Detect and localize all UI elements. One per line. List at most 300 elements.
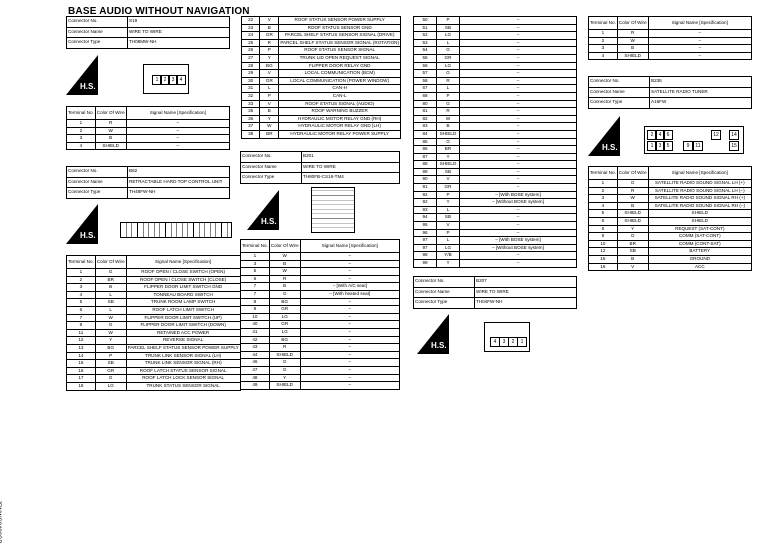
- signal-name: –: [460, 70, 577, 78]
- wire-color: R: [437, 77, 460, 85]
- terminal-no: 32: [242, 92, 260, 100]
- info-label: Connector Type: [589, 98, 650, 109]
- b62-info-table: [66, 166, 230, 199]
- table-row: [241, 253, 400, 261]
- terminal-no: 4: [67, 291, 96, 299]
- terminal-no: 55: [414, 54, 437, 62]
- b207-info-table: [413, 276, 577, 309]
- table-row: [241, 275, 400, 283]
- signal-name: TRUNK LID OPEN REQUEST SIGNAL: [279, 54, 401, 62]
- terminal-no: 7: [67, 314, 96, 322]
- column-header: Signal Name [Specification]: [648, 17, 751, 30]
- column-header: Color Of Wire: [617, 17, 648, 30]
- terminal-no: 2: [589, 187, 618, 195]
- terminal-no: 4: [589, 202, 618, 210]
- signal-name: LOCAL COMMUNICATION (BCM): [279, 70, 401, 78]
- signal-name: SATELLITE RADIO SOUND SIGNAL LH (+): [648, 180, 751, 188]
- wire-color: BR: [95, 276, 126, 284]
- wire-color: Y: [260, 115, 279, 123]
- table-row: [241, 351, 400, 359]
- table-row: [242, 77, 401, 85]
- table-row: [589, 225, 752, 233]
- terminal-no: 82: [414, 115, 437, 123]
- connector-pin: 15: [729, 141, 739, 151]
- connector-pin: 3: [499, 337, 509, 347]
- table-row: [242, 85, 401, 93]
- wire-color: Y: [617, 225, 648, 233]
- table-row: [414, 184, 577, 192]
- signal-name: –: [460, 161, 577, 169]
- terminal-no: 88: [414, 161, 437, 169]
- info-label: Connector No.: [241, 152, 302, 163]
- terminal-no: 56: [414, 62, 437, 70]
- table-row: [67, 120, 230, 128]
- wire-color: SB: [95, 299, 126, 307]
- signal-name: –: [460, 54, 577, 62]
- wire-color: G: [95, 322, 126, 330]
- signal-name: –: [300, 374, 399, 382]
- wire-color: LG: [437, 244, 460, 252]
- signal-name: –: [460, 24, 577, 32]
- signal-name: – [With heated seat]: [300, 290, 399, 298]
- terminal-no: 5: [67, 299, 96, 307]
- table-row: [67, 352, 241, 360]
- wire-color: Y: [260, 54, 279, 62]
- signal-name: SATELLITE RADIO SOUND SIGNAL RH (–): [648, 202, 751, 210]
- info-value: WIRE TO WIRE: [302, 162, 400, 173]
- connector-pin: 4: [655, 130, 665, 140]
- terminal-no: 2: [589, 37, 618, 45]
- terminal-no: 4: [67, 142, 96, 150]
- s19-connector-face: [143, 64, 189, 94]
- hs-symbol-icon: [66, 204, 98, 244]
- signal-name: REQUEST (SAT-CONT): [648, 225, 751, 233]
- signal-name: PARCEL SHELF STATUS SENSOR SIGNAL (DRIVE): [279, 32, 401, 40]
- signal-name: –: [126, 142, 229, 150]
- terminal-no: 92: [414, 191, 437, 199]
- signal-name: – [With BOSE system]: [460, 191, 577, 199]
- wire-color: SHIELD: [269, 382, 300, 390]
- connector-pin: 2: [160, 75, 170, 85]
- wire-color: SHIELD: [617, 210, 648, 218]
- table-row: [242, 123, 401, 131]
- signal-name: –: [460, 77, 577, 85]
- wire-color: L: [437, 237, 460, 245]
- table-row: [414, 130, 577, 138]
- wire-color: B: [437, 123, 460, 131]
- terminal-no: 95: [414, 222, 437, 230]
- wire-color: W: [260, 123, 279, 131]
- info-label: Connector Name: [589, 87, 650, 98]
- info-label: Connector Name: [67, 27, 128, 38]
- column-header: Terminal No.: [67, 256, 96, 269]
- terminal-no: 31: [242, 85, 260, 93]
- terminal-no: 87: [414, 153, 437, 161]
- signal-name: –: [460, 130, 577, 138]
- terminal-no: 4: [589, 52, 618, 60]
- table-row: [414, 176, 577, 184]
- svg-text:H.S.: H.S.: [80, 82, 96, 91]
- terminal-no: 67: [414, 85, 437, 93]
- table-row: [414, 24, 577, 32]
- terminal-no: 96: [414, 229, 437, 237]
- signal-name: –: [460, 176, 577, 184]
- table-row: [67, 337, 241, 345]
- wire-color: V: [260, 17, 279, 25]
- signal-name: FLIPPER DOOR LIMIT SWITCH GND: [126, 284, 240, 292]
- table-row: [242, 32, 401, 40]
- info-label: Connector Type: [67, 188, 128, 199]
- wire-color: Y/B: [437, 252, 460, 260]
- signal-name: PARCEL SHELF STATUS SENSOR SIGNAL (ROTATION): [279, 39, 401, 47]
- wire-color: Y: [437, 153, 460, 161]
- column-header: Color Of Wire: [269, 240, 300, 253]
- terminal-no: 35: [242, 108, 260, 116]
- info-value: WIRE TO WIRE: [475, 287, 577, 298]
- info-label: Connector Name: [414, 287, 475, 298]
- signal-name: –: [460, 229, 577, 237]
- wire-color: W: [617, 37, 648, 45]
- table-row: [414, 70, 577, 78]
- signal-name: –: [300, 359, 399, 367]
- signal-name: – [Without BOSE system]: [460, 199, 577, 207]
- terminal-no: 8: [241, 298, 270, 306]
- connector-pin: 4: [490, 337, 500, 347]
- wire-color: BG: [95, 344, 126, 352]
- terminal-no: 91: [414, 184, 437, 192]
- table-row: [414, 92, 577, 100]
- signal-name: TRUNK LINK SENSOR SIGNAL (RH): [126, 360, 240, 368]
- connector-pin: 3: [655, 141, 665, 151]
- signal-name: –: [126, 135, 229, 143]
- terminal-no: 16: [67, 367, 96, 375]
- signal-name: FLIPPER DOOR RELAY GND: [279, 62, 401, 70]
- info-value: B62: [128, 167, 230, 178]
- table-row: [242, 130, 401, 138]
- table-row: [67, 360, 241, 368]
- hs-symbol-icon: [417, 314, 449, 354]
- terminal-no: 57: [414, 70, 437, 78]
- table-row: [67, 382, 241, 390]
- signal-name: –: [460, 222, 577, 230]
- terminal-no: 33: [242, 100, 260, 108]
- wire-color: L: [437, 85, 460, 93]
- signal-name: –: [648, 37, 751, 45]
- wire-color: G: [617, 180, 648, 188]
- terminal-no: 83: [414, 123, 437, 131]
- terminal-no: 99: [414, 260, 437, 268]
- info-value: WIRE TO WIRE: [128, 27, 230, 38]
- info-value: S19: [128, 17, 230, 28]
- table-row: [67, 367, 241, 375]
- wire-color: R: [269, 275, 300, 283]
- wire-color: P: [260, 92, 279, 100]
- wire-color: Y: [437, 199, 460, 207]
- table-row: [242, 92, 401, 100]
- wire-color: R: [269, 344, 300, 352]
- terminal-no: 84: [414, 130, 437, 138]
- wire-color: B: [95, 284, 126, 292]
- signal-name: ROOF OPEN / CLOSE SWITCH (OPEN): [126, 269, 240, 277]
- table-row: [67, 329, 241, 337]
- terminal-no: 93: [414, 206, 437, 214]
- wire-color: P: [95, 352, 126, 360]
- signal-name: –: [648, 52, 751, 60]
- terminal-no: 58: [414, 77, 437, 85]
- table-row: [589, 180, 752, 188]
- b236-connector-face: [644, 126, 744, 154]
- terminal-no: 3: [241, 260, 270, 268]
- signal-name: –: [460, 168, 577, 176]
- b201-pin-table-continued: [413, 16, 577, 268]
- connector-pin: 1: [647, 141, 657, 151]
- column-header: Terminal No.: [67, 107, 96, 120]
- terminal-no: 29: [242, 70, 260, 78]
- table-row: [414, 153, 577, 161]
- terminal-no: 24: [242, 32, 260, 40]
- terminal-no: 2: [67, 276, 96, 284]
- signal-name: PARCEL SHELF STATUS SENSOR POWER SUPPLY: [126, 344, 240, 352]
- terminal-no: 3: [67, 284, 96, 292]
- terminal-no: 23: [242, 24, 260, 32]
- signal-name: TONNEAU BOARD SWITCH: [126, 291, 240, 299]
- info-label: Connector Type: [67, 38, 128, 49]
- b62-pin-table: [66, 255, 241, 391]
- wire-color: GR: [260, 77, 279, 85]
- terminal-no: 81: [414, 108, 437, 116]
- column-header: Terminal No.: [589, 17, 618, 30]
- wire-color: GR: [95, 367, 126, 375]
- wire-color: P: [437, 92, 460, 100]
- wire-color: GR: [260, 32, 279, 40]
- table-row: [589, 217, 752, 225]
- table-row: [67, 314, 241, 322]
- connector-pin: 14: [729, 130, 739, 140]
- wire-color: LG: [95, 382, 126, 390]
- terminal-no: 8: [589, 225, 618, 233]
- wire-color: G: [437, 47, 460, 55]
- b207-connector-face: [484, 322, 530, 352]
- signal-name: REVERSE SIGNAL: [126, 337, 240, 345]
- table-row: [589, 255, 752, 263]
- signal-name: –: [460, 32, 577, 40]
- wire-color: LG: [269, 328, 300, 336]
- table-row: [241, 366, 400, 374]
- info-value: TH08MW-NH: [128, 38, 230, 49]
- column-header: Signal Name [Specification]: [648, 167, 751, 180]
- wire-color: SHIELD: [437, 130, 460, 138]
- info-label: Connector No.: [414, 277, 475, 288]
- signal-name: –: [460, 85, 577, 93]
- table-row: [589, 202, 752, 210]
- info-label: Connector No.: [589, 77, 650, 88]
- wire-color: W: [617, 195, 648, 203]
- signal-name: –: [460, 123, 577, 131]
- terminal-no: 9: [589, 233, 618, 241]
- table-row: [414, 115, 577, 123]
- column-header: Color Of Wire: [95, 107, 126, 120]
- wire-color: SHIELD: [617, 217, 648, 225]
- wire-color: LG: [437, 32, 460, 40]
- wire-color: W: [95, 314, 126, 322]
- wire-color: W: [437, 115, 460, 123]
- s19-info-table: [66, 16, 230, 49]
- terminal-no: 18: [67, 382, 96, 390]
- wire-color: G: [95, 375, 126, 383]
- signal-name: ACC: [648, 263, 751, 271]
- terminal-no: 10: [241, 313, 270, 321]
- terminal-no: 1: [67, 269, 96, 277]
- terminal-no: 90: [414, 176, 437, 184]
- connector-pin: 9: [683, 141, 693, 151]
- signal-name: –: [648, 45, 751, 53]
- info-value: TH80FB-CS16-TM4: [302, 173, 400, 184]
- signal-name: ROOF LATCH LIMIT SWITCH: [126, 306, 240, 314]
- terminal-no: 9: [241, 306, 270, 314]
- hs-symbol-icon: [66, 55, 98, 95]
- signal-name: ROOF WARNING BUZZER: [279, 108, 401, 116]
- wire-color: B: [617, 45, 648, 53]
- wire-color: V: [437, 222, 460, 230]
- table-row: [414, 32, 577, 40]
- wire-color: G: [269, 359, 300, 367]
- table-row: [589, 240, 752, 248]
- terminal-no: 40: [241, 321, 270, 329]
- info-value: B236: [650, 77, 752, 88]
- connector-pin: 6: [663, 130, 673, 140]
- wire-color: R: [95, 120, 126, 128]
- info-label: Connector No.: [67, 17, 128, 28]
- table-row: [241, 344, 400, 352]
- wire-color: BR: [260, 130, 279, 138]
- signal-name: ROOF STATUS SENSOR SIGNAL: [279, 47, 401, 55]
- table-row: [589, 233, 752, 241]
- signal-name: SHIELD: [648, 217, 751, 225]
- connector-pin: 1: [517, 337, 527, 347]
- terminal-no: 1: [241, 253, 270, 261]
- table-row: [242, 39, 401, 47]
- terminal-no: 7: [241, 283, 270, 291]
- info-value: TH04FW-NH: [475, 298, 577, 309]
- terminal-no: 50: [414, 17, 437, 25]
- wire-color: R: [617, 30, 648, 38]
- wire-color: GR: [269, 321, 300, 329]
- table-row: [414, 39, 577, 47]
- wire-color: P: [437, 191, 460, 199]
- table-row: [414, 146, 577, 154]
- s19-pin-table: [66, 106, 230, 150]
- wire-color: GR: [437, 54, 460, 62]
- wire-color: P: [260, 47, 279, 55]
- figure-code: [0, 500, 1, 544]
- wire-color: V: [260, 100, 279, 108]
- connector-pin: 4: [176, 75, 186, 85]
- info-value: B201: [302, 152, 400, 163]
- wire-color: BG: [269, 336, 300, 344]
- table-row: [242, 54, 401, 62]
- table-row: [241, 298, 400, 306]
- wire-color: B: [95, 135, 126, 143]
- terminal-no: 41: [241, 328, 270, 336]
- signal-name: TRUNK STATUS SENSOR SIGNAL: [126, 382, 240, 390]
- column-header: Color Of Wire: [617, 167, 648, 180]
- column-header: Signal Name [Specification]: [126, 256, 240, 269]
- info-value: TH48FW-NH: [128, 188, 230, 199]
- table-row: [414, 244, 577, 252]
- info-value: RETRACTABLE HARD TOP CONTROL UNIT: [128, 177, 230, 188]
- page-title: BASE AUDIO WITHOUT NAVIGATION: [68, 6, 250, 17]
- terminal-no: 30: [242, 77, 260, 85]
- signal-name: –: [460, 206, 577, 214]
- table-row: [414, 123, 577, 131]
- b236-pin-table: [588, 166, 752, 271]
- column-header: Signal Name [Specification]: [300, 240, 399, 253]
- table-row: [241, 290, 400, 298]
- terminal-no: 10: [589, 240, 618, 248]
- column-header: Terminal No.: [241, 240, 270, 253]
- terminal-no: 6: [67, 306, 96, 314]
- signal-name: –: [460, 62, 577, 70]
- table-row: [241, 268, 400, 276]
- wire-color: W: [95, 329, 126, 337]
- wire-color: P: [437, 229, 460, 237]
- signal-name: –: [300, 306, 399, 314]
- terminal-no: 26: [242, 47, 260, 55]
- column-header: Signal Name [Specification]: [126, 107, 229, 120]
- table-row: [242, 47, 401, 55]
- table-row: [67, 306, 241, 314]
- table-row: [67, 375, 241, 383]
- svg-text:H.S.: H.S.: [261, 217, 277, 226]
- signal-name: –: [460, 47, 577, 55]
- wire-color: G: [269, 290, 300, 298]
- signal-name: HYDRAULIC MOTOR RELAY POWER SUPPLY: [279, 130, 401, 138]
- signal-name: FLIPPER DOOR LIMIT SWITCH (DOWN): [126, 322, 240, 330]
- table-row: [241, 328, 400, 336]
- wire-color: W: [269, 268, 300, 276]
- terminal-no: 3: [589, 45, 618, 53]
- signal-name: –: [300, 268, 399, 276]
- table-row: [241, 260, 400, 268]
- wire-color: BR: [617, 240, 648, 248]
- terminal-no: 92: [414, 199, 437, 207]
- table-row: [589, 187, 752, 195]
- b62-connector-face: [120, 222, 232, 238]
- table-row: [589, 52, 752, 60]
- table-row: [67, 135, 230, 143]
- signal-name: –: [460, 214, 577, 222]
- connector-pin: 3: [168, 75, 178, 85]
- signal-name: – [Without BOSE system]: [460, 244, 577, 252]
- signal-name: SATELLITE RADIO SOUND SIGNAL RH (+): [648, 195, 751, 203]
- svg-text:H.S.: H.S.: [431, 341, 447, 350]
- terminal-no: 53: [414, 39, 437, 47]
- signal-name: ROOF STATUS SENSOR POWER SUPPLY: [279, 17, 401, 25]
- terminal-no: 1: [589, 180, 618, 188]
- terminal-no: 16: [589, 263, 618, 271]
- wire-color: Y: [269, 374, 300, 382]
- table-row: [67, 127, 230, 135]
- table-row: [414, 168, 577, 176]
- signal-name: –: [300, 253, 399, 261]
- terminal-no: 3: [67, 135, 96, 143]
- wire-color: G: [437, 138, 460, 146]
- signal-name: –: [300, 260, 399, 268]
- signal-name: –: [460, 108, 577, 116]
- b62-pin-table-continued: [241, 16, 401, 139]
- terminal-no: 54: [414, 47, 437, 55]
- wire-color: W: [269, 253, 300, 261]
